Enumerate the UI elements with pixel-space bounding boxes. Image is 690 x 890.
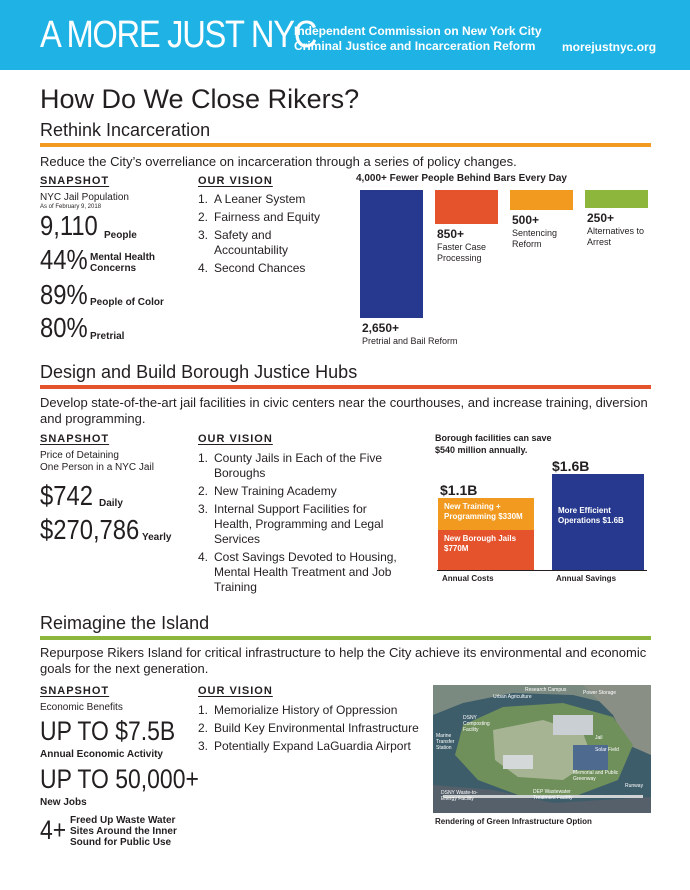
section-rule: [40, 143, 651, 147]
list-item: [198, 228, 328, 258]
vision-label: OUR VISION: [198, 685, 273, 697]
bar-value-label: 250+: [587, 211, 615, 225]
bar-2: [435, 190, 498, 224]
savings-box: More Efficient Operations $1.6B: [552, 474, 644, 570]
item-text: New Training Academy: [214, 484, 337, 498]
stat-label: Pretrial: [90, 331, 125, 342]
snapshot-caption: NYC Jail Population: [40, 192, 129, 203]
chart-title: 4,000+ Fewer People Behind Bars Every Day: [356, 173, 567, 184]
costs-training-box: New Training + Programming $330M: [438, 498, 534, 530]
item-text: A Leaner System: [214, 192, 306, 206]
item-number: 2.: [198, 484, 209, 498]
item-number: 4.: [198, 550, 209, 564]
item-text: Potentially Expand LaGuardia Airport: [214, 739, 411, 753]
section-lead: Reduce the City’s overreliance on incarceration through a series of policy changes.: [40, 154, 517, 169]
vision-list: [198, 192, 328, 279]
item-number: 3.: [198, 739, 209, 753]
item-text: Fairness and Equity: [214, 210, 321, 224]
item-text: Second Chances: [214, 261, 306, 275]
bar-value-label: 2,650+: [362, 320, 400, 335]
item-text: Safety and Accountability: [214, 228, 289, 257]
snapshot-label: SNAPSHOT: [40, 685, 110, 697]
item-text: County Jails in Each of the Five Boroughs: [214, 451, 383, 480]
section-title-rethink: Rethink Incarceration: [40, 120, 211, 140]
section-lead: Develop state-of-the-art jail facilities in civic centers near the courthouses, and increase training, diversion and programming.: [40, 395, 648, 426]
stat-label: Mental Health Concerns: [90, 252, 156, 274]
item-number: 3.: [198, 228, 209, 242]
section-lead: Repurpose Rikers Island for critical infrastructure to help the City achieve its environmental and economic goals for the next generation.: [40, 645, 647, 676]
costs-label: Annual Costs: [442, 574, 494, 583]
bar-1: [360, 190, 423, 318]
stat-label: People of Color: [90, 297, 164, 308]
bar-category-label: Faster Case Processing: [437, 241, 487, 263]
bar-value-label: 850+: [437, 226, 465, 241]
snapshot-label: SNAPSHOT: [40, 175, 110, 187]
baseline: [437, 570, 647, 571]
snapshot-caption: Economic Benefits: [40, 702, 123, 713]
map-label: DSNY Composting Facility: [463, 715, 490, 733]
item-number: 1.: [198, 451, 209, 465]
map-label: Jail: [595, 735, 603, 741]
snapshot-caption: One Person in a NYC Jail: [40, 462, 154, 473]
image-caption: Rendering of Green Infrastructure Option: [435, 817, 592, 826]
list-item: [198, 192, 328, 207]
section-rule: [40, 385, 651, 389]
bar-4: [585, 190, 648, 208]
costs-total: $1.1B: [440, 482, 478, 498]
stat-value: 80%: [40, 312, 88, 343]
island-rendering: [433, 685, 651, 813]
map-label: Urban Agriculture: [493, 694, 532, 700]
map-label: Memorial and Public Greenway: [573, 770, 619, 782]
list-item: [198, 451, 403, 481]
savings-label: Annual Savings: [556, 574, 617, 583]
item-text: Build Key Environmental Infrastructure: [214, 721, 419, 735]
stat-value: 44%: [40, 244, 88, 275]
map-label: Solar Field: [595, 747, 619, 753]
bar-3: [510, 190, 573, 210]
map-label: Runway: [625, 783, 644, 789]
stat-label: Daily: [99, 498, 123, 509]
stat-label: Yearly: [142, 532, 172, 543]
vision-list: [198, 703, 423, 757]
list-item: [198, 261, 328, 276]
commission-line-2: Criminal Justice and Incarceration Reform: [294, 39, 536, 53]
list-item: [198, 703, 423, 718]
website-link[interactable]: morejustnyc.org: [562, 40, 657, 54]
bar-category-label: Alternatives to Arrest: [587, 226, 645, 247]
item-text: Internal Support Facilities for Health, Programming and Legal Services: [214, 502, 384, 546]
stat-value: $742: [40, 480, 93, 511]
stat-value: UP TO $7.5B: [40, 716, 176, 746]
stat-label: People: [104, 230, 137, 241]
stat-label: Annual Economic Activity: [40, 749, 163, 760]
bar-category-label: Sentencing Reform: [512, 227, 558, 249]
list-item: [198, 210, 328, 225]
snapshot-caption: Price of Detaining: [40, 450, 119, 461]
stat-value: 89%: [40, 279, 88, 310]
map-label: Power Storage: [583, 690, 617, 696]
item-text: Cost Savings Devoted to Housing, Mental Health Treatment and Job Training: [214, 550, 397, 594]
bar-chart: [360, 190, 650, 346]
savings-total: $1.6B: [552, 458, 590, 474]
item-number: 4.: [198, 261, 209, 275]
item-number: 1.: [198, 192, 209, 206]
header-banner: [0, 0, 690, 70]
commission-line-1: Independent Commission on New York City: [294, 24, 542, 38]
list-item: [198, 484, 403, 499]
page-title: How Do We Close Rikers?: [40, 84, 360, 114]
map-label: Research Campus: [525, 687, 567, 693]
list-item: [198, 550, 403, 595]
snapshot-label: SNAPSHOT: [40, 433, 110, 445]
item-number: 1.: [198, 703, 209, 717]
list-item: [198, 502, 403, 547]
stat-value: UP TO 50,000+: [40, 764, 199, 794]
bar-value-label: 500+: [512, 212, 540, 227]
vision-list: [198, 451, 403, 598]
map-label: DEP Wastewater Treatment Facility: [533, 789, 573, 801]
list-item: [198, 739, 423, 754]
vision-label: OUR VISION: [198, 175, 273, 187]
list-item: [198, 721, 423, 736]
costs-jails-box: New Borough Jails $770M: [438, 530, 534, 570]
bar-category-label: Pretrial and Bail Reform: [362, 335, 458, 346]
section-title-island: Reimagine the Island: [40, 613, 210, 633]
item-number: 2.: [198, 721, 209, 735]
brand-logo: A MORE JUST NYC: [40, 14, 317, 56]
vision-label: OUR VISION: [198, 433, 273, 445]
savings-title: Borough facilities can save $540 million annually.: [435, 433, 552, 455]
stat-value: 4+: [40, 815, 67, 845]
item-number: 2.: [198, 210, 209, 224]
map-label: DSNY Waste-to-Energy Facility: [441, 790, 478, 802]
map-label: Marine Transfer Station: [436, 733, 455, 751]
section-title-hubs: Design and Build Borough Justice Hubs: [40, 362, 358, 382]
stat-value: $270,786: [40, 514, 140, 545]
stat-label: Freed Up Waste Water Sites Around the Inner Sound for Public Use: [70, 815, 177, 848]
snapshot-date: As of February 9, 2018: [40, 204, 102, 210]
commission-name: [294, 24, 542, 54]
section-rule: [40, 636, 651, 640]
stat-label: New Jobs: [40, 797, 87, 808]
item-number: 3.: [198, 502, 209, 516]
stat-value: 9,110: [40, 210, 98, 241]
item-text: Memorialize History of Oppression: [214, 703, 398, 717]
